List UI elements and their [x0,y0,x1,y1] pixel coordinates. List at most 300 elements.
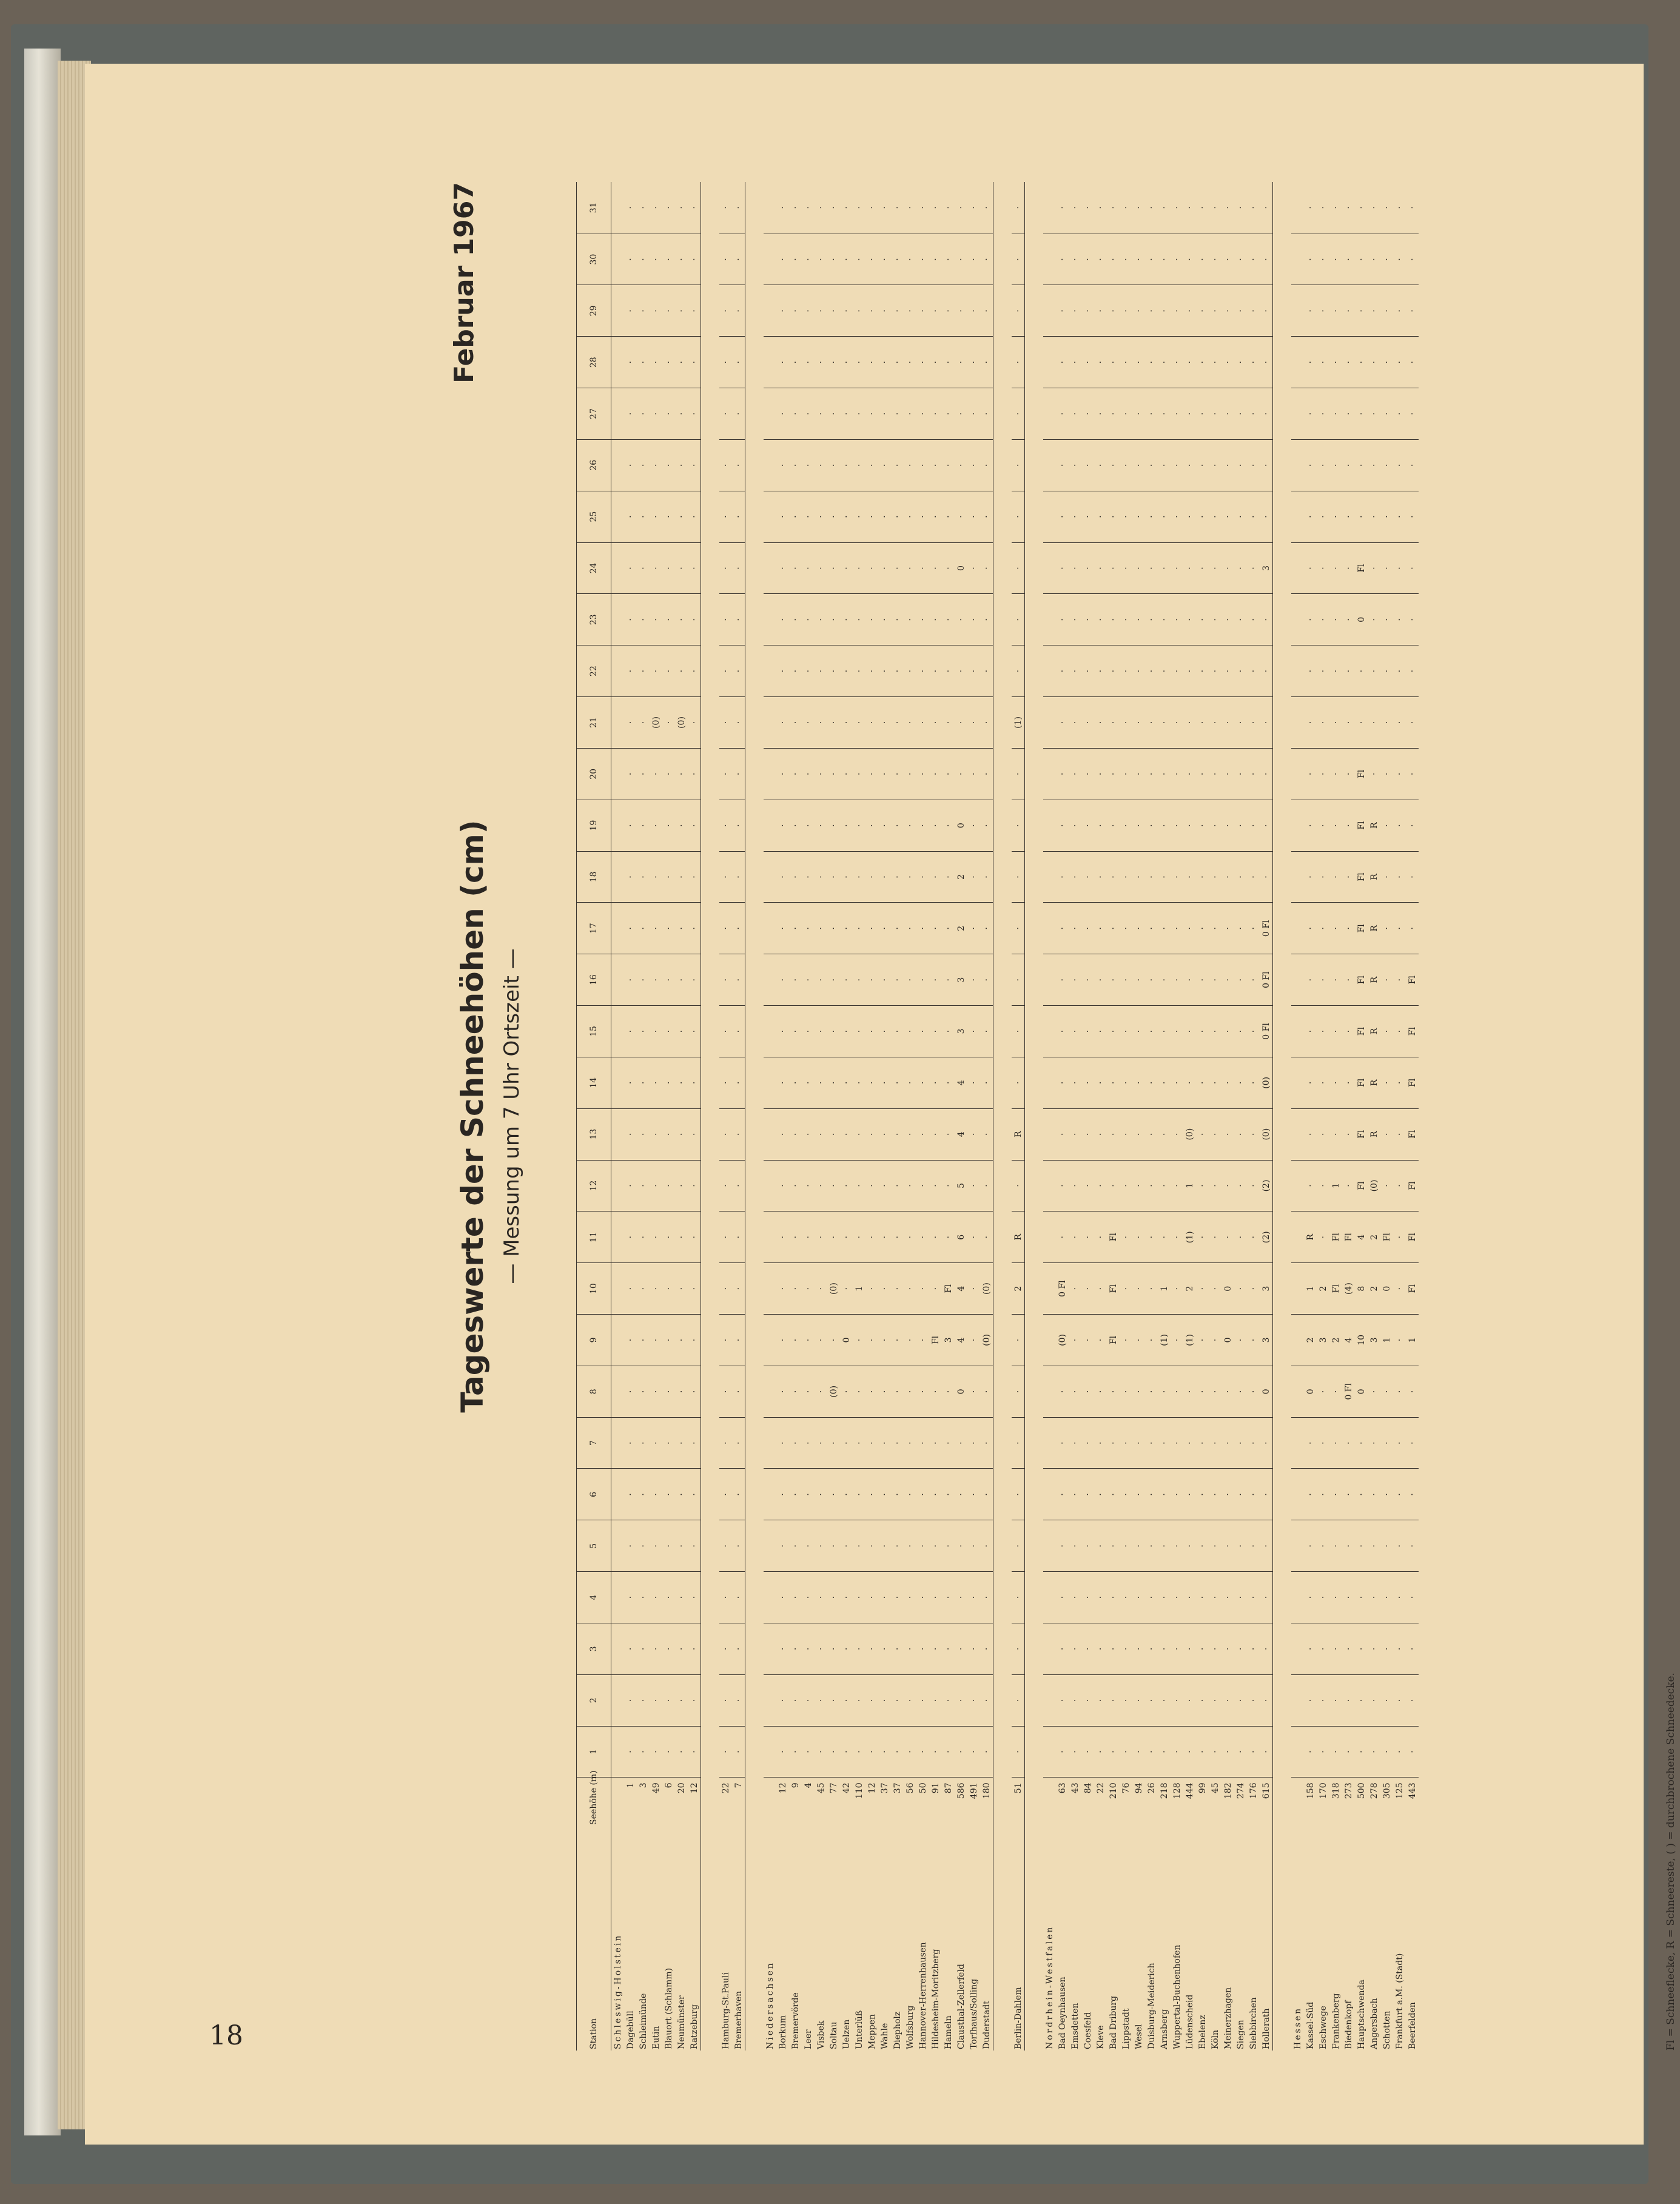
day-value: · [1171,388,1183,440]
header-day: 13 [577,1108,611,1160]
table-row [1171,182,1183,2051]
day-value: · [878,234,891,285]
day-value: · [1158,645,1171,697]
day-value: · [650,903,662,954]
day-value: · [1342,697,1355,749]
day-value: · [1196,1520,1209,1572]
day-value: · [916,1366,929,1417]
day-value: 0 [840,1315,853,1366]
group-separator [1273,182,1292,2051]
station-elevation: 170 [1318,1782,1328,1799]
day-value: · [650,1108,662,1160]
day-value: · [1081,954,1094,1006]
day-value: · [891,1623,904,1674]
day-value: · [1196,491,1209,542]
day-value: · [840,1726,853,1778]
day-value: · [1069,1315,1081,1366]
day-value: · [789,1263,802,1315]
day-value: · [1056,388,1069,440]
day-value: · [1056,697,1069,749]
day-value: · [1329,285,1342,337]
day-value: · [1081,491,1094,542]
empty-cell [611,439,625,491]
day-value: · [802,1366,815,1417]
day-value: Fl [1355,903,1368,954]
day-value: · [1304,234,1317,285]
day-value: · [688,1263,701,1315]
empty-cell [1291,1778,1304,1826]
day-value: · [1120,1469,1132,1520]
day-value: · [916,903,929,954]
day-value: · [688,748,701,800]
day-value: · [1120,1520,1132,1572]
empty-cell [611,1160,625,1212]
station-name: Wahle [879,2023,890,2049]
day-value: · [719,439,732,491]
table-row [1393,182,1406,2051]
day-value: Fl [1329,1212,1342,1263]
day-value: · [853,1366,865,1417]
day-value: · [776,1520,789,1572]
day-value: · [1196,851,1209,903]
group-separator [701,182,720,2051]
empty-cell [764,285,776,337]
day-value: · [789,1108,802,1160]
empty-cell [1043,542,1056,594]
day-value: · [1380,1057,1393,1108]
empty-cell [611,182,625,234]
header-day: 11 [577,1212,611,1263]
day-value: · [624,1572,637,1623]
day-value: · [853,337,865,388]
station-name: Bad Driburg [1108,1995,1118,2049]
day-value: · [878,1108,891,1160]
day-value: · [1107,388,1120,440]
day-value: · [891,1212,904,1263]
empty-cell [764,1315,776,1366]
day-value: 4 [1355,1212,1368,1263]
day-value: Fl [942,1263,955,1315]
day-value: · [802,337,815,388]
day-value: · [1094,1160,1107,1212]
day-value: · [1393,1674,1406,1726]
day-value: · [789,1315,802,1366]
day-value: · [865,182,878,234]
day-value: · [1158,285,1171,337]
day-value: · [1380,1366,1393,1417]
empty-cell [1043,1623,1056,1674]
header-day: 16 [577,954,611,1006]
day-value: · [1171,1263,1183,1315]
day-value: · [1158,903,1171,954]
day-value: · [719,1520,732,1572]
day-value: · [1056,1057,1069,1108]
day-value: · [675,285,688,337]
empty-cell [611,1674,625,1726]
day-value: · [719,800,732,851]
day-value: · [929,800,942,851]
day-value: · [1317,645,1329,697]
day-value: · [980,800,993,851]
day-value: (2) [1260,1160,1273,1212]
day-value: · [1221,234,1234,285]
day-value: · [1158,1674,1171,1726]
table-row [929,182,942,2051]
day-value: · [1056,285,1069,337]
day-value: · [1183,1674,1196,1726]
station-elevation: 3 [638,1782,648,1788]
table-row [732,182,745,2051]
day-value: · [980,234,993,285]
day-value: · [815,1417,827,1469]
day-value: · [1081,1623,1094,1674]
day-value: · [789,1366,802,1417]
day-value: Fl [1406,1108,1419,1160]
day-value: · [1355,697,1368,749]
station-name: Kassel-Süd [1305,2001,1315,2049]
day-value: · [637,748,650,800]
day-value: · [967,800,980,851]
day-value: · [1355,1469,1368,1520]
day-value: · [1380,542,1393,594]
table-row [776,182,789,2051]
day-value: · [891,1160,904,1212]
day-value: · [1183,182,1196,234]
day-value: · [1317,234,1329,285]
day-value: · [624,337,637,388]
empty-cell [611,1108,625,1160]
empty-cell [1291,748,1304,800]
header-day: 18 [577,851,611,903]
day-value: · [1081,388,1094,440]
day-value: (1) [1183,1315,1196,1366]
day-value: · [865,234,878,285]
day-value: · [1012,1006,1025,1057]
header-day: 8 [577,1366,611,1417]
empty-cell [764,697,776,749]
day-value: · [1107,1623,1120,1674]
day-value: · [904,748,916,800]
day-value: · [840,1263,853,1315]
day-value: · [675,337,688,388]
day-value: · [942,748,955,800]
day-value: · [624,182,637,234]
day-value: · [967,1366,980,1417]
day-value: · [624,851,637,903]
day-value: 0 [1221,1315,1234,1366]
station-elevation: 50 [918,1782,928,1794]
day-value: · [1056,748,1069,800]
day-value: · [980,1520,993,1572]
station-name: Emsdetten [1070,2003,1080,2049]
day-value: · [1209,851,1221,903]
day-value: · [1342,1417,1355,1469]
day-value: · [650,1366,662,1417]
day-value: · [1209,337,1221,388]
table-header [577,182,611,2051]
day-value: · [1234,1417,1247,1469]
day-value: · [719,1469,732,1520]
day-value: · [827,439,840,491]
empty-cell [1291,697,1304,749]
day-value: · [719,1366,732,1417]
day-value: 0 [1221,1263,1234,1315]
day-value: · [980,1469,993,1520]
day-value: · [853,182,865,234]
day-value: · [802,1469,815,1520]
day-value: · [815,1057,827,1108]
day-value: 4 [955,1263,967,1315]
day-value: · [732,697,745,749]
day-value: · [980,1572,993,1623]
day-value: · [827,1520,840,1572]
day-value: · [1183,439,1196,491]
empty-cell [611,1263,625,1315]
header-day: 2 [577,1674,611,1726]
day-value: · [827,1674,840,1726]
day-value: · [827,285,840,337]
header-day: 20 [577,748,611,800]
day-value: · [1094,542,1107,594]
day-value: · [1081,1006,1094,1057]
day-value: · [1069,182,1081,234]
day-value: Fl [1355,1160,1368,1212]
day-value: · [1120,182,1132,234]
station-elevation: 318 [1331,1782,1341,1799]
day-value: · [624,1263,637,1315]
day-value: · [942,1726,955,1778]
day-value: · [865,851,878,903]
day-value: · [1406,903,1419,954]
day-value: · [1368,1469,1380,1520]
empty-cell [611,542,625,594]
day-value: · [1221,1520,1234,1572]
day-value: · [1234,1572,1247,1623]
day-value: · [675,1057,688,1108]
day-value: · [865,1572,878,1623]
day-value: 3 [955,954,967,1006]
day-value: · [865,1212,878,1263]
day-value: · [1380,1108,1393,1160]
day-value: · [1120,1006,1132,1057]
day-value: · [1393,1520,1406,1572]
day-value: · [1081,1212,1094,1263]
day-value: · [1081,645,1094,697]
day-value: 0 Fl [1260,903,1273,954]
day-value: · [802,851,815,903]
day-value: · [904,234,916,285]
day-value: · [719,903,732,954]
day-value: · [1171,1160,1183,1212]
table-row [904,182,916,2051]
station-name: Meppen [867,2014,877,2049]
station-name: Ratzeburg [689,2004,699,2049]
day-value: · [776,1160,789,1212]
day-value: · [789,903,802,954]
day-value: · [675,594,688,645]
table-row [1304,182,1317,2051]
day-value: · [891,182,904,234]
table-row [827,182,840,2051]
day-value: · [1056,234,1069,285]
day-value: · [878,1160,891,1212]
day-value: · [1317,1366,1329,1417]
empty-cell [1043,1057,1056,1108]
day-value: · [802,182,815,234]
day-value: · [1406,285,1419,337]
day-value: (0) [1183,1108,1196,1160]
day-value: · [637,903,650,954]
day-value: · [1209,697,1221,749]
day-value: 2 [955,903,967,954]
day-value: · [789,697,802,749]
group-heading-row [764,182,776,2051]
day-value: · [1132,337,1145,388]
header-day: 30 [577,234,611,285]
day-value: · [650,285,662,337]
empty-cell [764,182,776,234]
day-value: · [1145,1057,1158,1108]
day-value: · [637,1263,650,1315]
day-value: 2 [1368,1263,1380,1315]
day-value: · [1304,182,1317,234]
day-value: · [1196,337,1209,388]
day-value: · [942,1108,955,1160]
day-value: (0) [980,1315,993,1366]
station-elevation: 87 [943,1782,953,1794]
day-value: · [904,1160,916,1212]
table-row [802,182,815,2051]
day-value: · [967,748,980,800]
table-row [688,182,701,2051]
day-value: · [853,491,865,542]
day-value: · [891,645,904,697]
album-binding [24,49,61,2135]
empty-cell [764,1057,776,1108]
table-row [1012,182,1025,2051]
day-value: · [853,1006,865,1057]
empty-cell [764,1212,776,1263]
day-value: · [1145,439,1158,491]
day-value: · [776,1469,789,1520]
empty-cell [611,285,625,337]
day-value: · [1158,1057,1171,1108]
day-value: · [1260,1469,1273,1520]
day-value: · [1329,903,1342,954]
day-value: · [1132,903,1145,954]
day-value: Fl [929,1315,942,1366]
day-value: · [980,1160,993,1212]
day-value: · [1209,1520,1221,1572]
day-value: · [650,1623,662,1674]
day-value: · [916,388,929,440]
day-value: · [637,1623,650,1674]
day-value: · [637,1057,650,1108]
day-value: · [719,1263,732,1315]
empty-cell [1043,1160,1056,1212]
day-value: · [650,1160,662,1212]
day-value: · [675,491,688,542]
station-name: Soltau [828,2021,839,2049]
empty-cell [1043,748,1056,800]
day-value: · [967,1006,980,1057]
day-value: · [624,645,637,697]
day-value: · [1355,182,1368,234]
day-value: · [1171,851,1183,903]
page-title: Tageswerte der Schneehöhen (cm) [455,820,490,1413]
day-value: · [675,182,688,234]
day-value: · [1012,1726,1025,1778]
day-value: · [815,1366,827,1417]
day-value: · [904,337,916,388]
day-value: · [1012,1674,1025,1726]
day-value: · [637,439,650,491]
day-value: · [1260,697,1273,749]
station-elevation: 125 [1394,1782,1405,1799]
station-elevation: 1 [625,1782,636,1788]
day-value: · [662,234,675,285]
day-value: · [853,1417,865,1469]
header-day: 1 [577,1726,611,1778]
day-value: · [675,1469,688,1520]
day-value: · [878,954,891,1006]
day-value: · [980,748,993,800]
empty-cell [1291,1315,1304,1366]
day-value: · [1107,1160,1120,1212]
empty-cell [1291,1726,1304,1778]
day-value: · [1368,1520,1380,1572]
day-value: · [1304,851,1317,903]
day-value: · [1260,388,1273,440]
day-value: · [1120,903,1132,954]
table-row [789,182,802,2051]
day-value: · [1183,1572,1196,1623]
header-day: 7 [577,1417,611,1469]
day-value: · [865,1315,878,1366]
day-value: · [815,542,827,594]
station-name: Hamburg-St.Pauli [721,1972,731,2049]
day-value: · [1145,748,1158,800]
day-value: · [789,1520,802,1572]
day-value: · [1056,439,1069,491]
day-value: · [980,645,993,697]
day-value: · [662,1057,675,1108]
day-value: · [675,851,688,903]
day-value: · [955,439,967,491]
day-value: · [624,1674,637,1726]
day-value: · [840,748,853,800]
day-value: 2 [1368,1212,1380,1263]
day-value: · [1329,439,1342,491]
day-value: · [1120,337,1132,388]
day-value: · [865,748,878,800]
station-name: Eutin [651,2026,661,2049]
day-value: · [1132,388,1145,440]
empty-cell [1291,903,1304,954]
empty-cell [764,851,776,903]
day-value: · [1094,491,1107,542]
day-value: · [967,1623,980,1674]
empty-cell [764,800,776,851]
day-value: 4 [1342,1315,1355,1366]
day-value: · [1145,1366,1158,1417]
day-value: · [1132,182,1145,234]
day-value: · [1406,388,1419,440]
day-value: · [1107,1006,1120,1057]
day-value: · [1406,1623,1419,1674]
day-value: · [650,439,662,491]
empty-cell [1291,1520,1304,1572]
